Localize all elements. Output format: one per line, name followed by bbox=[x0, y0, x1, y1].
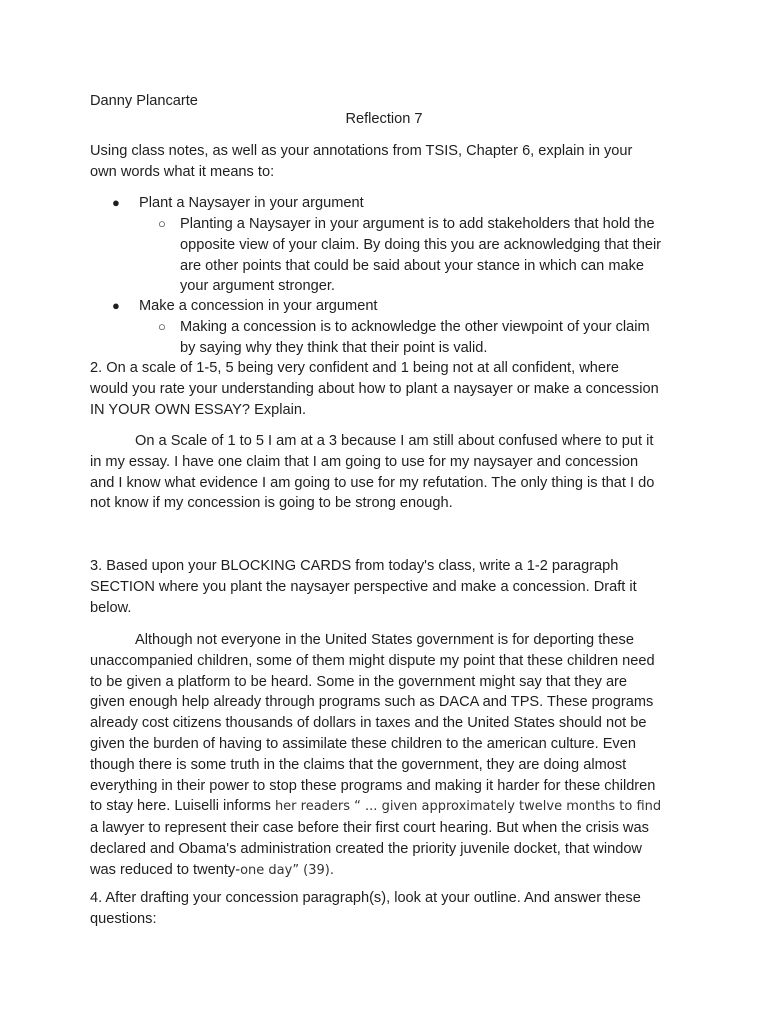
answer-line: On a Scale of 1 to 5 I am at a 3 because I am still about confused where to put it bbox=[135, 433, 654, 449]
title-text: Reflection 7 bbox=[345, 111, 423, 127]
question-2 bbox=[90, 358, 690, 420]
question-4 bbox=[90, 888, 690, 930]
question-line: questions: bbox=[90, 910, 157, 927]
question-line: below. bbox=[90, 599, 132, 616]
question-line: would you rate your understanding about how to plant a naysayer or make a concession bbox=[90, 380, 659, 397]
answer-line bbox=[90, 860, 690, 882]
sub-bullet-circle: ○ bbox=[158, 216, 166, 231]
sub-item-line: opposite view of your claim. By doing this you are acknowledging that their bbox=[180, 236, 662, 253]
sub-item-line: are other points that could be said about your stance in which can make bbox=[180, 257, 645, 274]
quoted-text: one day” (39). bbox=[240, 862, 334, 878]
answer-line: though there is some truth in the claims that the government, they are doing almost bbox=[90, 756, 627, 773]
bullet-dot: ● bbox=[112, 195, 120, 210]
answer-fragment: was reduced to twenty- bbox=[90, 861, 241, 878]
answer-line: Although not everyone in the United States government is for deporting these bbox=[135, 632, 634, 648]
answer-line: everything in their power to stop these programs and making it harder for these children bbox=[90, 777, 656, 794]
sub-item-line: by saying why they think that their point is valid. bbox=[180, 339, 488, 356]
sub-item-line: Planting a Naysayer in your argument is to add stakeholders that hold the bbox=[180, 216, 655, 232]
answer-line: not know if my concession is going to be strong enough. bbox=[90, 495, 453, 512]
quoted-text: her readers “ ... given approximately twelve months to find bbox=[274, 799, 662, 815]
question-line: SECTION where you plant the naysayer perspective and make a concession. Draft it bbox=[90, 578, 637, 595]
bullet-dot: ● bbox=[112, 298, 120, 313]
answer-line: a lawyer to represent their case before their first court hearing. But when the crisis was bbox=[90, 820, 649, 837]
answer-line: declared and Obama's administration created the priority juvenile docket, that window bbox=[90, 840, 642, 857]
question-line: 2. On a scale of 1-5, 5 being very confident and 1 being not at all confident, where bbox=[90, 360, 619, 376]
question-line: 4. After drafting your concession paragraph(s), look at your outline. And answer these bbox=[90, 890, 641, 906]
answer-line: given enough help already through programs such as DACA and TPS. These programs bbox=[90, 694, 654, 711]
sub-item-line: Making a concession is to acknowledge the other viewpoint of your claim bbox=[180, 319, 650, 335]
answer-line: unaccompanied children, some of them might dispute my point that these children need bbox=[90, 652, 655, 669]
answer-line bbox=[90, 796, 690, 818]
question-line: IN YOUR OWN ESSAY? Explain. bbox=[90, 401, 306, 418]
answer-line: given the burden of having to assimilate these children to the american culture. Even bbox=[90, 735, 636, 752]
intro-line: Using class notes, as well as your annotations from TSIS, Chapter 6, explain in your bbox=[90, 143, 633, 159]
answer-fragment: to stay here. Luiselli informs bbox=[90, 798, 275, 815]
answer-line: already cost citizens thousands of dollars in taxes and the United States should not be bbox=[90, 715, 647, 732]
sub-item-line: your argument stronger. bbox=[180, 278, 335, 295]
sub-item-concession bbox=[180, 317, 700, 359]
question-3 bbox=[90, 556, 690, 618]
intro-line: own words what it means to: bbox=[90, 163, 275, 180]
bullet-item-naysayer: Plant a Naysayer in your argument bbox=[139, 195, 364, 211]
answer-line: in my essay. I have one claim that I am going to use for my naysayer and concession bbox=[90, 453, 639, 470]
answer-line: to be given a platform to be heard. Some in the government might say that they are bbox=[90, 673, 628, 690]
sub-item-naysayer bbox=[180, 214, 700, 297]
answer-line: and I know what evidence I am going to use for my refutation. The only thing is that I do bbox=[90, 474, 655, 491]
answer-2 bbox=[90, 431, 690, 514]
answer-3 bbox=[90, 630, 690, 882]
author-name: Danny Plancarte bbox=[90, 93, 198, 109]
intro-paragraph bbox=[90, 141, 690, 183]
sub-bullet-circle: ○ bbox=[158, 319, 166, 334]
document-title bbox=[0, 109, 768, 129]
bullet-item-concession: Make a concession in your argument bbox=[139, 298, 378, 314]
question-line: 3. Based upon your BLOCKING CARDS from today's class, write a 1-2 paragraph bbox=[90, 558, 619, 574]
